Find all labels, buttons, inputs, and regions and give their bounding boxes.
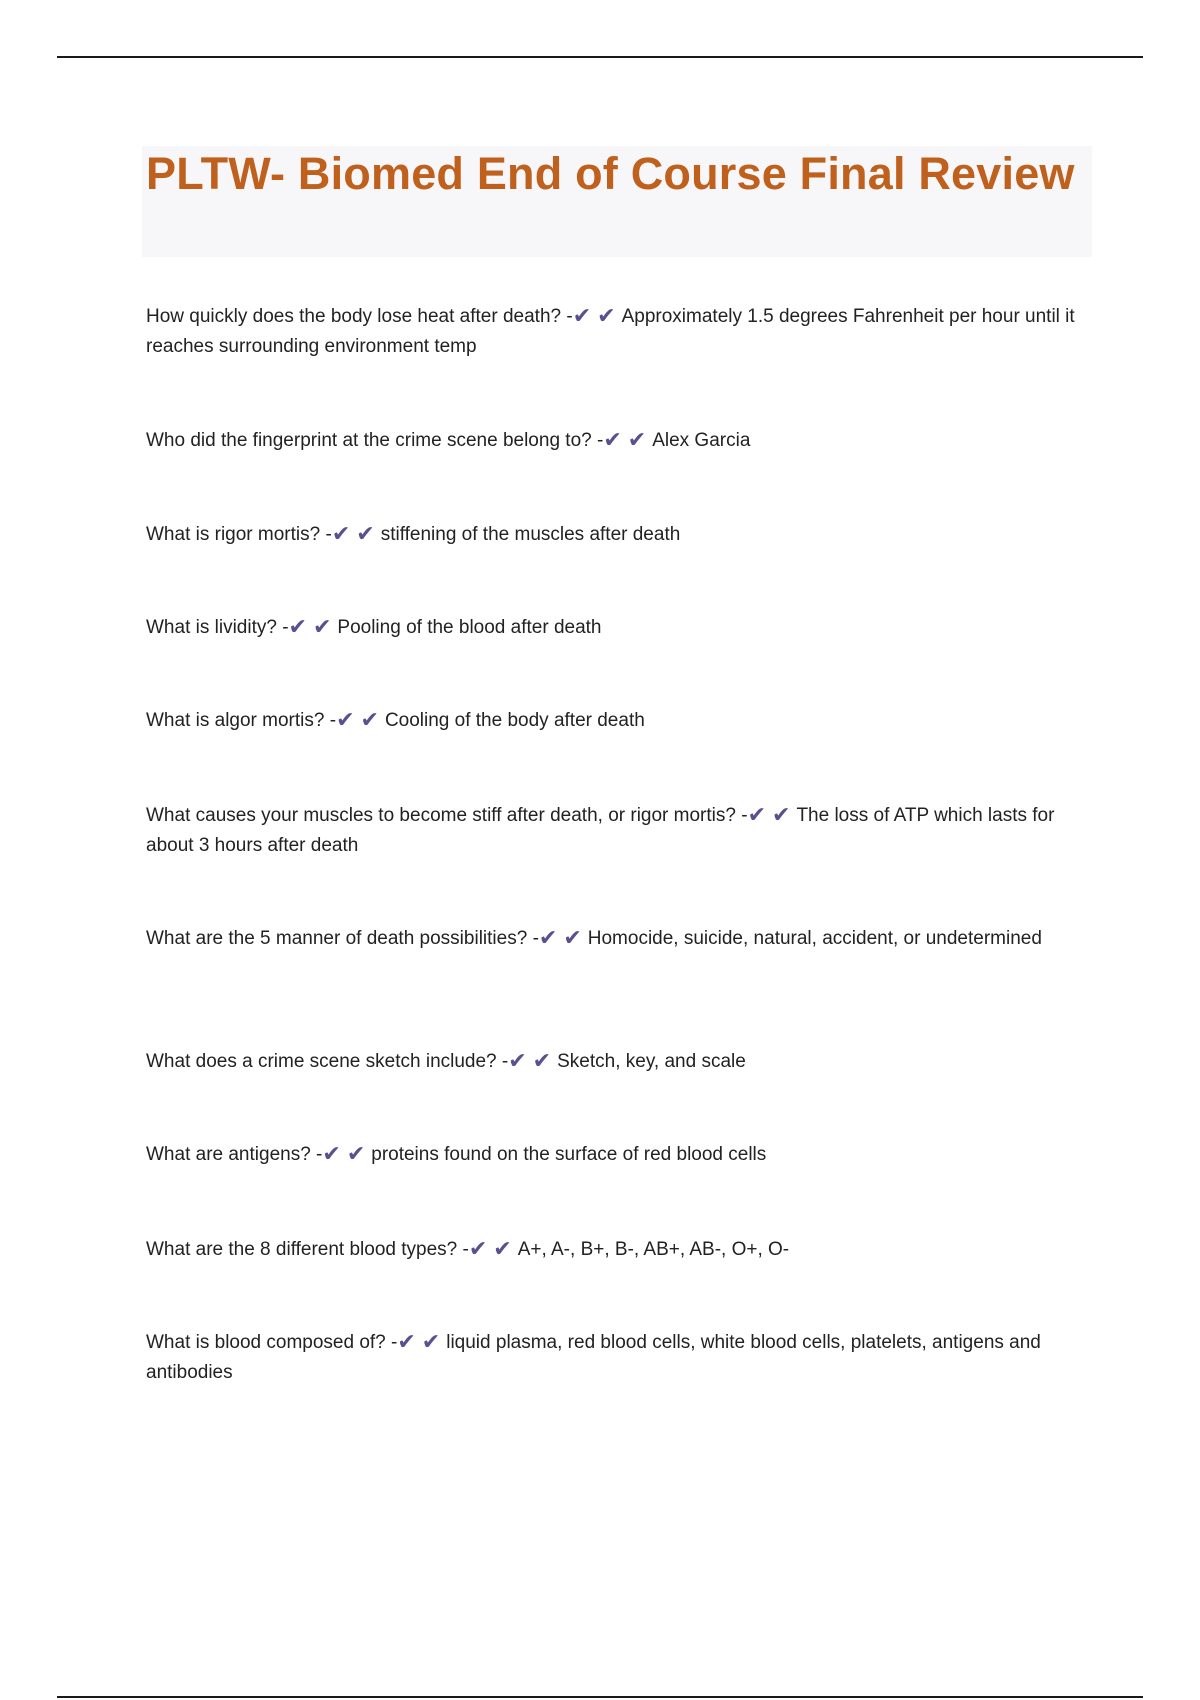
title-banner [142, 146, 1092, 257]
check-icon: ✔ [288, 615, 307, 640]
check-icon: ✔ [508, 1049, 527, 1074]
qa-item [146, 1328, 1086, 1388]
separator: - [532, 928, 539, 949]
question-text: What does a crime scene sketch include? [146, 1051, 497, 1072]
check-icon: ✔ [772, 803, 791, 828]
separator: - [325, 524, 332, 545]
qa-item [146, 302, 1086, 362]
separator: - [566, 306, 573, 327]
question-text: What are the 5 manner of death possibilities? [146, 928, 528, 949]
qa-item [146, 801, 1086, 861]
check-icon: ✔ [322, 1142, 341, 1167]
question-text: What is blood composed of? [146, 1332, 386, 1353]
check-icon: ✔ [603, 428, 622, 453]
bottom-rule [57, 1696, 1143, 1698]
separator: - [391, 1332, 398, 1353]
check-icon: ✔ [597, 304, 616, 329]
answer-text: A+, A-, B+, B-, AB+, AB-, O+, O- [517, 1239, 790, 1260]
separator: - [462, 1239, 469, 1260]
check-icon: ✔ [397, 1330, 416, 1355]
question-text: What is algor mortis? [146, 710, 325, 731]
check-icon: ✔ [336, 708, 355, 733]
qa-item [146, 706, 1086, 736]
top-rule [57, 56, 1143, 58]
answer-text: Cooling of the body after death [384, 710, 645, 731]
check-icon: ✔ [493, 1237, 512, 1262]
question-text: What are the 8 different blood types? [146, 1239, 458, 1260]
check-icon: ✔ [346, 1142, 366, 1167]
separator: - [596, 430, 604, 451]
separator: - [741, 805, 748, 826]
question-text: What is lividity? [146, 617, 277, 638]
question-text: What is rigor mortis? [146, 524, 321, 545]
question-text: What causes your muscles to become stiff after death, or rigor mortis? [146, 805, 736, 826]
answer-text: Sketch, key, and scale [557, 1051, 746, 1072]
answer-text: stiffening of the muscles after death [380, 524, 681, 545]
answer-text: The loss of ATP which lasts for about 3 hours after death [146, 805, 1055, 856]
check-icon: ✔ [747, 803, 766, 828]
answer-text: liquid plasma, red blood cells, white blood cells, platelets, antigens and antibodies [146, 1332, 1041, 1383]
check-icon: ✔ [468, 1237, 488, 1262]
question-text: Who did the fingerprint at the crime scene belong to? [146, 430, 592, 451]
check-icon: ✔ [627, 428, 647, 453]
check-icon: ✔ [312, 615, 332, 640]
check-icon: ✔ [360, 708, 379, 733]
separator: - [329, 710, 337, 731]
answer-text: Approximately 1.5 degrees Fahrenheit per hour until it reaches surrounding environment temp [146, 306, 1075, 357]
check-icon: ✔ [331, 522, 351, 547]
check-icon: ✔ [421, 1330, 441, 1355]
qa-item [146, 1047, 1086, 1077]
qa-item [146, 613, 1086, 643]
qa-item [146, 1140, 1086, 1170]
qa-item [146, 520, 1086, 550]
question-text: How quickly does the body lose heat after death? [146, 306, 562, 327]
separator: - [282, 617, 289, 638]
answer-text: Pooling of the blood after death [337, 617, 602, 638]
check-icon: ✔ [538, 926, 558, 951]
check-icon: ✔ [356, 522, 375, 547]
page-title: PLTW- Biomed End of Course Final Review [146, 148, 1075, 199]
separator: - [316, 1144, 323, 1165]
answer-text: proteins found on the surface of red blood cells [371, 1144, 767, 1165]
answer-text: Homocide, suicide, natural, accident, or undetermined [587, 928, 1042, 949]
answer-text: Alex Garcia [652, 430, 751, 451]
check-icon: ✔ [532, 1049, 552, 1074]
question-text: What are antigens? [146, 1144, 311, 1165]
qa-item [146, 426, 1086, 456]
separator: - [501, 1051, 509, 1072]
check-icon: ✔ [572, 304, 592, 329]
qa-item [146, 924, 1086, 954]
qa-item [146, 1235, 1086, 1265]
check-icon: ✔ [563, 926, 582, 951]
